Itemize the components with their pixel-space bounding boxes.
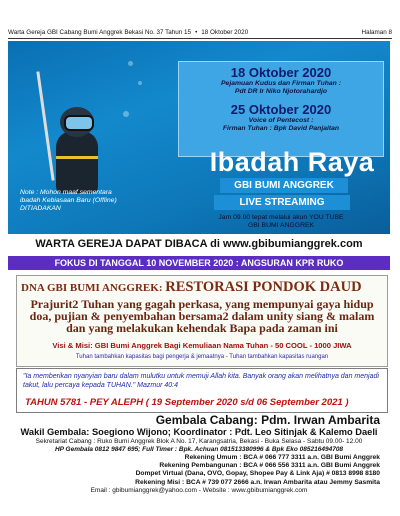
year-theme: TAHUN 5781 - PEY ALEPH ( 19 September 2020 s/d 06 September 2021 ) xyxy=(25,397,349,408)
stream-time-note: Jam 09.00 tepat melalui akun YOU TUBE GBI BUMI ANGGREK xyxy=(218,214,344,229)
header-date: 18 Oktober 2020 xyxy=(201,29,249,36)
online-text: WARTA GEREJA DAPAT DIBACA di xyxy=(35,238,220,250)
scripture-quote: "Ia memberikan nyanyian baru dalam mulutku untuk memuji Allah kita. Banyak orang akan melihatnya dan menjadi takut, lalu percaya kepada TUHAN." Mazmur 40:4 xyxy=(23,373,379,389)
account-mission: Rekening Misi : BCA # 739 077 2666 a.n. Irwan Ambarita atau Jemmy Sasmita xyxy=(135,478,380,486)
capacity-prayer: Tuhan tambahkan kapasitas bagi pengerja & jemaatnya - Tuhan tambahkan kapasitas ruangan xyxy=(75,354,329,360)
restoration-line-1: Prajurit2 Tuhan yang gagah perkasa, yang mempunyai gaya hidup xyxy=(30,297,374,311)
bubble xyxy=(128,61,133,66)
separator-bullet: • xyxy=(195,29,198,36)
service-2-line-b: Firman Tuhan : Bpk David Panjaitan xyxy=(222,125,340,132)
page-number: Halaman 8 xyxy=(361,29,392,36)
service-date-2: 25 Oktober 2020 xyxy=(230,102,332,117)
schedule-box xyxy=(178,61,384,157)
pastor-line: Gembala Cabang: Pdm. Irwan Ambarita xyxy=(155,413,380,427)
online-notice xyxy=(8,237,390,251)
virtual-wallet: Dompet Virtual (Dana, OVO, Gopay, Shopee Pay & Link Aja) # 0813 8998 8180 xyxy=(135,470,380,478)
restoration-title: RESTORASI PONDOK DAUD xyxy=(165,279,362,295)
restoration-line-2: doa, pujian & penyembahan bersama2 dalam unity siang & malam xyxy=(29,309,375,323)
account-building: Rekening Pembangunan : BCA # 066 556 3311 a.n. GBI Bumi Anggrek xyxy=(159,462,380,470)
service-banner xyxy=(8,41,390,234)
service-1-line-a: Pejamuan Kudus dan Firman Tuhan : xyxy=(221,80,341,87)
service-2-line-a: Voice of Pentecost : xyxy=(248,117,314,124)
restoration-line-3: dan yang melakukan kehendak Bapa pada zaman ini xyxy=(66,321,338,335)
assistant-pastor-line: Wakil Gembala: Soegiono Wijono; Koordinator : Pdt. Leo Sitinjak & Kalemo Daeli xyxy=(20,427,378,437)
offline-note: Note : Mohon maaf sementara ibadah Kebiasaan Baru (Offline) DITIADAKAN xyxy=(20,189,117,212)
contact-line: Email : gbibumianggrek@yahoo.com - Website : www.gbibumianggrek.com xyxy=(90,486,308,494)
service-title: Ibadah Raya xyxy=(209,147,375,177)
service-date-1: 18 Oktober 2020 xyxy=(230,65,332,80)
church-name-pill: GBI BUMI ANGGREK xyxy=(220,178,348,193)
scripture-quote-box xyxy=(16,368,388,413)
restoration-box xyxy=(16,275,388,367)
vision-mission: Visi & Misi: GBI Bumi Anggrek Bagi Kemuliaan Nama Tuhan - 50 COOL - 1000 JIWA xyxy=(52,341,352,350)
restoration-prefix: DNA GBI BUMI ANGGREK: xyxy=(21,282,163,294)
page-header xyxy=(8,29,392,39)
publication-info: Warta Gereja GBI Cabang Bumi Anggrek Bekasi No. 37 Tahun 15 xyxy=(8,29,192,36)
diver-image xyxy=(38,101,108,201)
focus-bar: FOKUS DI TANGGAL 10 NOVEMBER 2020 : ANGSURAN KPR RUKO xyxy=(8,256,390,270)
service-1-line-b: Pdt DR Ir Niko Njotorahardjo xyxy=(234,88,328,95)
live-streaming-pill: LIVE STREAMING xyxy=(214,195,350,210)
secretariat-line: Sekretariat Cabang : Ruko Bumi Anggrek Blok A No. 17, Karangsatria, Bekasi - Buka Selasa - Sabtu 09.00- 12.00 xyxy=(35,438,363,445)
bubble xyxy=(123,111,129,117)
restoration-heading xyxy=(21,279,362,296)
church-info xyxy=(8,413,390,495)
bubble xyxy=(138,81,142,85)
account-general: Rekening Umum : BCA # 066 777 3311 a.n. GBI Bumi Anggrek xyxy=(184,454,380,461)
phone-line: HP Gembala 0812 9847 695; Full Timer : Bpk. Achuan 081513380996 & Bpk Eko 085216494708 xyxy=(54,446,344,453)
website-link[interactable]: www.gbibumianggrek.com xyxy=(223,238,363,250)
